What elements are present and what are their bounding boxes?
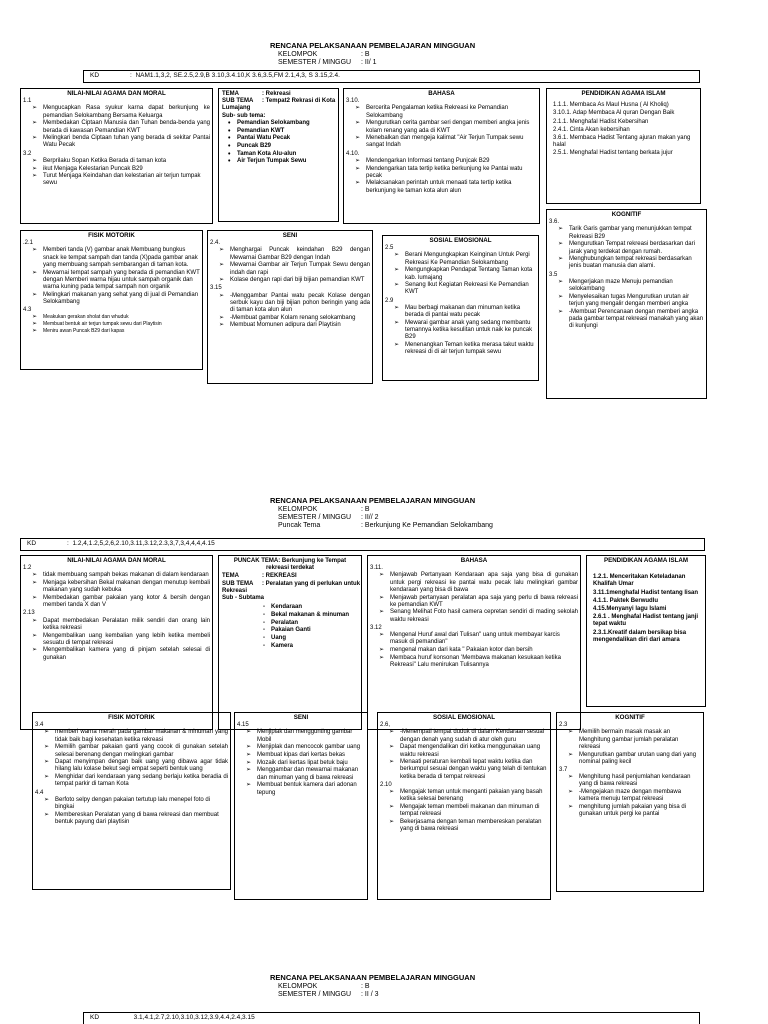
list-item: ➢ Bercerita Pengalaman ketika Rekreasi ke Pemandian Selokambang xyxy=(366,105,537,119)
text-line: 1.1.1. Membaca As Maul Husna ( Al Kholiq) xyxy=(553,102,669,109)
nam-box-2 xyxy=(20,555,213,730)
list-item: - Bekal makanan & minuman xyxy=(271,612,359,619)
list-item: ➢ Dapat mengendalikan diri ketika menggunakan uang waktu rekreasi xyxy=(400,744,548,758)
semester-row: SEMESTER / MINGGU : II/ 1 xyxy=(278,59,377,66)
list-item: ➢ Mengucapkan Rasa syukur karna dapat berkunjung ke pemandian Selokambang Bersama Keluarga xyxy=(43,105,210,119)
list-item: ➢ Membuat Momunen adipura dari Playtisin xyxy=(230,322,370,329)
section-title: FISIK MOTORIK xyxy=(88,232,135,239)
text-line: 1.2.1. Menceritakan Keteladanan Khalifah Umar xyxy=(593,574,686,588)
nam-list-2 xyxy=(21,158,212,188)
kd-code: .2.1 xyxy=(23,240,34,247)
pai-box xyxy=(546,88,701,204)
section-title: BAHASA xyxy=(428,90,455,97)
list-item: ➢ -Membuat Perencanaan dengan memberi angka pada gambar tempat rekreasi manakah yang akan di kunjungi xyxy=(569,309,704,331)
list-item: ➢ Menggambar dan mewarnai makanan dan minuman yang di bawa rekreasi xyxy=(257,767,365,781)
list-item: ➢ Membuat bentuk air terjun tumpak sewu dari Playtisin xyxy=(43,321,200,328)
list-item: ➢ Mengembalikan kamera yang di pinjam setelah selesai di gunakan xyxy=(43,647,210,661)
kd-code: 3.7 xyxy=(559,766,568,773)
list-item: ➢ Menaati peraturan kembali tepat waktu ketika dan berkumpul sesuai dengan waktu yang telah di tentukan ketika berada di tempat rekreasi xyxy=(400,759,548,781)
list-item: ➢ Bekerjasama dengan teman membereskan peralatan yang di bawa rekreasi xyxy=(400,819,548,833)
list-item: ➢ Mewarai gambar anak yang sedang membantu temannya ketika kesulitan untuk naik ke puncak B29 xyxy=(405,320,536,342)
list-item: ➢ Mozaik dari kertas lipat betuk baju xyxy=(257,760,365,767)
kd-code: 3.15 xyxy=(210,285,222,292)
list-item: ➢ Dapat menyimpan dengan baik uang yang dibawa agar tidak hilang lalu kolase bekut segi empat seperti bentuk uang xyxy=(55,759,228,773)
list-item: ➢ -Mengejakan maze dengan membawa kamera menuju tempat rekreasi xyxy=(579,789,701,803)
list-item: ➢ Mendengarkan Informasi tentang Punjcak B29 xyxy=(366,158,537,165)
text-line: 2.5.1. Menghafal Hadist tentang berkata jujur xyxy=(553,150,673,157)
kd-code: 3.11. xyxy=(370,565,383,572)
list-item: ➢ Melaksanakan perintah untuk menaati tata tertip ketika berkunjung ke taman kota alun alun xyxy=(366,180,537,194)
list-item: ➢ tidak membuang sampah bekas makanan di dalam kendaraan xyxy=(43,572,210,579)
list-item: • Taman Kota Alu-alun xyxy=(237,151,336,158)
seni-box xyxy=(207,230,373,384)
list-item: ➢ mengenal makan dari kata " Pakaian kotor dan bersih xyxy=(390,647,578,654)
list-item: ➢ Senang Ikut Kegiatan Rekreasi Ke Pemandian KWT xyxy=(405,282,536,296)
text-line: 3.11.1menghafal Hadist tentang lisan xyxy=(593,589,699,596)
kd-code: 3.5 xyxy=(549,271,558,278)
list-item: ➢ Membereskan Peralatan yang di bawa rekreasi dan membuat bentuk payung dari playtisin xyxy=(55,812,228,826)
list-item: ➢ Menjaga kebersihan Bekal makanan dengan menutup kembali makanan yang sudah kebuka xyxy=(43,580,210,594)
text-line: 4.15.Menyanyi lagu Islami xyxy=(593,606,667,613)
list-item: ➢ Mendengarkan tata tertip ketika berkunjung ke Pantai watu pecak xyxy=(366,166,537,180)
list-item: ➢ Kolase dengan rapi dari biji bijian pemandian KWT xyxy=(230,277,370,284)
section-title: KOGNITIF xyxy=(615,714,645,721)
list-item: ➢ Menjawab pertanyaan peralatan apa saja yang perlu di bawa rekreasi ke pemandian KWT xyxy=(390,595,578,609)
list-item: ➢ Mau berbagi makanan dan minuman ketika berada di pantai watu pecak xyxy=(405,305,536,319)
nam-box xyxy=(20,88,213,224)
kognitif-box xyxy=(546,209,707,399)
list-item: ➢ Membaca huruf konsonan 'Membawa makanan kesukaan ketika Rekreasi" Lalu menirukan Tulisannya xyxy=(390,655,578,669)
list-item: ➢ Senang Melihat Foto hasil camera cepretan sendiri di mading sekolah waktu rekreasi xyxy=(390,609,578,623)
pai-box-2 xyxy=(586,555,706,707)
list-item: ➢ Mengenal Huruf awal dari Tulisan" uang untuk membayar karcis masuk di pemandian" xyxy=(390,632,578,646)
kd-code: 4.15 xyxy=(237,722,249,729)
fm-box-2 xyxy=(32,712,231,890)
list-item: ➢ Membuat kipas dari kertas bekas xyxy=(257,752,365,759)
kd-code: 3.2 xyxy=(23,150,32,157)
kd-row-2: KD : 1.2,4,1.2,5,2,6,2.10,3.11,3.12,2.3,3,7,3,4,4,4,4.15 xyxy=(20,538,705,551)
list-item: ➢ Mengajak teman membeli makanan dan minuman di tempat rekreasi xyxy=(400,804,548,818)
sosem-box-2 xyxy=(377,712,551,900)
list-item: ➢ Menghargai Puncak keindahan B29 dengan Mewarnai Gambar B29 dengan Indah xyxy=(230,247,370,261)
kd-code: 2.10 xyxy=(380,781,392,788)
list-item: ➢ Memilih bermain masak masak an Menghitung gambar jumlah peralatan rekreasi xyxy=(579,729,701,751)
kelompok-row: KELOMPOK : B xyxy=(278,51,370,58)
list-item: • Puncak B29 xyxy=(237,143,336,150)
kd-code: 3.4 xyxy=(35,722,44,729)
list-item: ➢ Mengajak teman untuk menganti pakaian yang basah ketika selesai berenang xyxy=(400,789,548,803)
list-item: ➢ Menghitung hasil penjumlahan kendaraan yang di bawa rekreasi xyxy=(579,774,701,788)
section-title: SOSIAL EMOSIONAL xyxy=(432,714,496,721)
list-item: ➢ Melingkari makanan yang sehat yang di jual di Pemandian Selokambang xyxy=(43,292,200,306)
section-title: KOGNITIF xyxy=(611,211,642,218)
list-item: - Kendaraan xyxy=(271,604,359,611)
section-title: NILAI-NILAI AGAMA DAN MORAL xyxy=(67,90,166,97)
text-line: 2.1.1. Menghafal Hadist Kebersihan xyxy=(553,118,649,125)
list-item: - Peralatan xyxy=(271,620,359,627)
list-item: ➢ Menjawab Pertanyaan Kendaraan apa saja yang bisa di gunakan untuk pergi rekreasi ke pantai watu pecak lalu melingkari gambar kendaraan yang bisa di bawa xyxy=(390,572,578,594)
list-item: ➢ memberi warna merah pada gambar makanan & minuman yang tidak baik bagi kesehatan ketika rekreasi xyxy=(55,729,228,743)
text-line: 4.1.1. Paktek Berwudlu xyxy=(593,597,659,604)
list-item: ➢ Turut Menjaga Keindahan dan kelestarian air terjun tumpak sewu xyxy=(43,173,210,187)
list-item: • Pemandian KWT xyxy=(237,128,336,135)
list-item: • Pantai Watu Pecak xyxy=(237,135,336,142)
list-item: ➢ Meakukan gerakan sholat dan whuduk xyxy=(43,314,200,321)
seni-box-2 xyxy=(234,712,368,900)
list-item: ➢ Membuat bentuk kamera dari adonan tepung xyxy=(257,782,365,796)
list-item: ➢ -Membuat gambar Kolam renang selokambang xyxy=(230,315,370,322)
section-title: PENDIDIKAN AGAMA ISLAM xyxy=(581,90,666,97)
section-title: SENI xyxy=(282,232,298,239)
list-item: ➢ Menebalkan dan mengeja kalimat "Air Terjun Tumpak sewu sangat Indah xyxy=(366,135,537,149)
list-item: ➢ Mengungkapkan Pendapat Tentang Taman kota kab. lumajang xyxy=(405,267,536,281)
text-line: 2.6.1 . Menghafal Hadist tentang janji tepat waktu xyxy=(593,614,699,628)
list-item: ➢ Dapat membedakan Peralatan milik sendiri dan orang lain ketika rekreasi xyxy=(43,618,210,632)
kd-code: 2.13 xyxy=(23,610,35,617)
text-line: 3.10.1. Adap Membaca Al quran Dengan Baik xyxy=(553,110,675,117)
list-item: ➢ Mewarnai Gambar air Terjun Tumpak Sewu dengan indah dan rapi xyxy=(230,262,370,276)
list-item: ➢ Menenangkan Teman ketika merasa takut waktu rekreasi di di air terjun tumpak sewu xyxy=(405,342,536,356)
text-line: 2.4.1. Cinta Akan kebersihan xyxy=(553,126,630,133)
kd-code: 3.6. xyxy=(549,219,560,226)
list-item: ➢ Membedakan Ciptaan Manusia dan Tuhan benda-benda yang berada di kawasan Pemandian KWT xyxy=(43,120,210,134)
nam-list-1 xyxy=(21,105,212,149)
kd-row-3: KD 3.1,4.1,2.7,2.10,3.10,3.12,3.9,4.4,2.4,3.15 xyxy=(83,1012,700,1024)
list-item: ➢ Berani Mengungkapkan Keinginan Untuk Pergi Rekreasi Ke Pemandian Selokambang xyxy=(405,252,536,266)
list-item: ➢ Menghubungkan tempat rekreasi berdasarkan jenis buatan manusia dan alami. xyxy=(569,256,704,270)
text-line: 2.3.1.Kreatif dalam bersikap bisa mengendalikan diri dari amara xyxy=(593,629,687,643)
kd-code: 4.10. xyxy=(346,150,360,157)
sosem-box xyxy=(382,235,539,381)
section-title: PENDIDIKAN AGAMA ISLAM xyxy=(603,557,689,564)
list-item: ➢ ikut Menjaga Kelestarian Puncak B29 xyxy=(43,166,210,173)
list-item: ➢ Meniru awan Puncak B29 dari kapas xyxy=(43,328,200,335)
list-item: - Uang xyxy=(271,635,359,642)
kd-code: 2.9 xyxy=(385,297,394,304)
list-item: ➢ Mengembalikan uang kembalian yang lebih ketika membeli sesuatu di tempat rekreasi xyxy=(43,633,210,647)
list-item: ➢ -Menggambar Pantai watu pecak Kolase dengan serbuk kayu dan biji bijian pohon beringin yang ada di taman kota alun alun xyxy=(230,293,370,315)
kd-row: KD : NAM1.1,3,2, SE.2.5,2.9,B 3.10,3.4.10,K 3.6,3.5,FM 2.1,4,3, S 3.15,2.4. xyxy=(83,70,700,83)
list-item: ➢ Mewarnai tempat sampah yang berada di pemandian KWT dengan Memberi warna hijau untuk sampah organik dan warna kuning pada tempat sampah non organik xyxy=(43,270,200,292)
kd-code: 2.4. xyxy=(210,240,221,247)
list-item: - Pakaian Ganti xyxy=(271,627,359,634)
kd-code: 4.3 xyxy=(23,307,32,314)
kd-code: 4.4 xyxy=(35,789,44,796)
fm-box xyxy=(20,230,203,370)
kd-code: 1.1 xyxy=(23,98,32,105)
tema-box: TEMA : Rekreasi SUB TEMA : Tempat2 Rekrasi di Kota Lumajang Sub- sub tema: • Pemandian Selokambang • Pemandian KWT • Pantai Watu Pecak • Puncak B29 • Taman Kota Alu-alun • Air Terjun Tumpak Sewu xyxy=(218,88,339,222)
section-title: FISIK MOTORIK xyxy=(108,714,155,721)
section-title: SOSIAL EMOSIONAL xyxy=(429,237,492,244)
list-item: ➢ Mengerjakan maze Menuju pemandian selokambang xyxy=(569,279,704,293)
bahasa-box-2 xyxy=(367,555,581,730)
kd-code: 3.12 xyxy=(370,624,382,631)
list-item: ➢ Berfoto selpy dengan pakaian tertutup lalu menepel foto di bingkai xyxy=(55,797,228,811)
list-item: ➢ Memilih gambar pakaian ganti yang cocok di gunakan setelah selesai berenang dengan melingkari gambar xyxy=(55,744,228,758)
list-item: ➢ menghitung jumlah pakaian yang bisa di gunakan untuk pergi ke pantai xyxy=(579,804,701,818)
list-item: • Pemandian Selokambang xyxy=(237,120,336,127)
bahasa-box xyxy=(343,88,540,224)
list-item: ➢ Menyelesaikan tugas Mengurutkan urutan air terjun yang mengalir dengan memberi angka xyxy=(569,294,704,308)
kd-code: 2.6, xyxy=(380,722,391,729)
kognitif-box-2 xyxy=(556,712,704,892)
text-line: 3.6.1. Membaca Hadist Tentang ajuran makan yang halal xyxy=(553,135,691,149)
tema-box-2: PUNCAK TEMA: Berkunjung ke Tempat rekreasi terdekat TEMA : REKREASI SUB TEMA : Peralatan yang di perlukan untuk Rekreasi Sub - Subtama - Kendaraan - Bekal makanan & minuman - Peralatan - Pakaian Ganti - Uang - Kamera xyxy=(218,555,362,730)
list-item: • Air Terjun Tumpak Sewu xyxy=(237,158,336,165)
section-title: NILAI-NILAI AGAMA DAN MORAL xyxy=(67,557,166,564)
list-item: ➢ -Menempati tempat duduk di dalam Kendaraan sesuai dengan denah yang sudah di atur oleh guru xyxy=(400,729,548,743)
list-item: ➢ Mengurutkan gambar urutan uang dari yang nominal paling kecil xyxy=(579,752,701,766)
section-title: SENI xyxy=(293,714,309,721)
section-title: BAHASA xyxy=(460,557,488,564)
list-item: ➢ Memberi tanda (V) gambar anak Membuang bungkus snack ke tempat sampah dan tanda (X)pada gambar anak yang membuang sampah sembarangan di taman kota. xyxy=(43,247,200,269)
list-item: ➢ Menjiplak dan menggunting gambar Mobil xyxy=(257,729,365,743)
list-item: ➢ Tarik Garis gambar yang menunjukkan tempat Rekreasi B29 xyxy=(569,226,704,240)
list-item: ➢ Menjiplak dan mencocok gambar uang xyxy=(257,744,365,751)
kd-code: 3.10. xyxy=(346,98,360,105)
list-item: ➢ Mengurutkan Tempat rekreasi berdasarkan dari jarak yang terdekat dengan rumah. xyxy=(569,241,704,255)
kd-code: 2.5 xyxy=(385,245,394,252)
list-item: ➢ Menghidar dari kendaraan yang sedang berlaju ketika beradia di tempat parkir di taman Kota xyxy=(55,774,228,788)
doc-title: RENCANA PELAKSANAAN PEMBELAJARAN MINGGUAN xyxy=(270,41,476,50)
list-item: - Kamera xyxy=(271,643,359,650)
list-item: ➢ Melingkari benda Ciptaan tuhan yang berada di sekitar Pantai Watu Pecak xyxy=(43,135,210,149)
kd-code: 1.2 xyxy=(23,565,32,572)
kd-code: 2.3 xyxy=(559,722,568,729)
list-item: ➢ Membedakan gambar pakaian yang kotor & bersih dengan memberi tanda X dan V xyxy=(43,595,210,609)
list-item: ➢ Mengurutkan cerita gambar seri dengan memberi angka jenis kolam renang yang ada di KWT xyxy=(366,120,537,134)
list-item: ➢ Berprilaku Sopan Ketika Berada di taman kota xyxy=(43,158,210,165)
